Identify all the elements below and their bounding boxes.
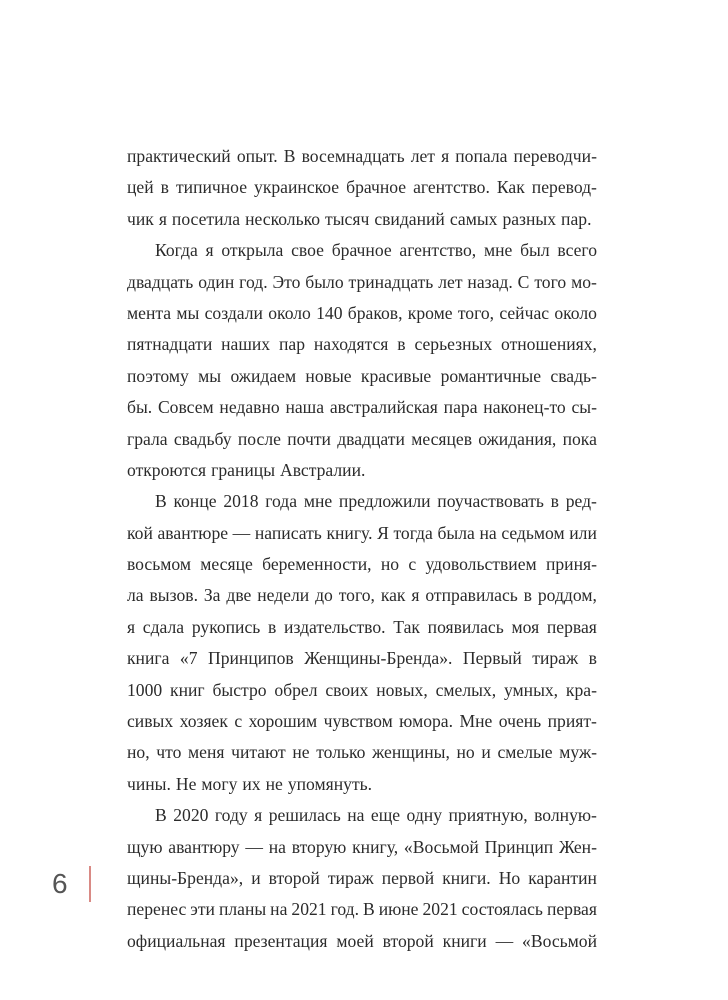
page-number-divider [89, 866, 91, 902]
text-line: Когда я открыла свое брачное агентство, мне был всего [155, 240, 597, 261]
text-line: официальная презентация моей второй книги — «Восьмой [127, 930, 597, 951]
text-line: щины-Бренда», и второй тираж первой книги. Но карантин [127, 867, 597, 888]
text-line: чины. Не могу их не упомянуть. [127, 773, 373, 794]
text-line: сивых хозяек с хорошим чувством юмора. Мне очень прият- [127, 711, 597, 732]
text-line: ла вызов. За две недели до того, как я отправилась в роддом, [127, 585, 597, 606]
body-text [127, 141, 597, 957]
text-line: но, что меня читают не только женщины, но и смелые муж- [127, 742, 597, 763]
page-number: 6 [52, 868, 68, 899]
text-line: пятнадцати наших пар находятся в серьезных отношениях, [127, 334, 597, 355]
text-line: В конце 2018 года мне предложили поучаствовать в ред- [155, 491, 597, 512]
text-line: перенес эти планы на 2021 год. В июне 2021 состоялась первая [127, 899, 597, 920]
text-line: поэтому мы ожидаем новые красивые романтичные свадь- [127, 365, 597, 386]
text-line: откроются границы Австралии. [127, 459, 366, 480]
text-line: 1000 книг быстро обрел своих новых, смелых, умных, кра- [127, 679, 597, 700]
text-line: книга «7 Принципов Женщины-Бренда». Первый тираж в [127, 648, 597, 669]
text-line: щую авантюру — на вторую книгу, «Восьмой Принцип Жен- [127, 836, 597, 857]
text-line: практический опыт. В восемнадцать лет я попала переводчи- [127, 146, 597, 166]
text-line: цей в типичное украинское брачное агентство. Как перевод- [127, 177, 597, 198]
text-line: двадцать один год. Это было тринадцать лет назад. С того мо- [127, 271, 597, 292]
text-line: В 2020 году я решилась на еще одну приятную, волную- [155, 805, 597, 826]
text-line: грала свадьбу после почти двадцати месяцев ожидания, пока [127, 428, 597, 449]
text-line: чик я посетила несколько тысяч свиданий самых разных пар. [127, 208, 592, 229]
text-line: восьмом месяце беременности, но с удовольствием приня- [127, 554, 597, 575]
text-line: бы. Совсем недавно наша австралийская пара наконец-то сы- [127, 397, 597, 418]
text-line: кой авантюре — написать книгу. Я тогда была на седьмом или [127, 522, 597, 543]
text-line: я сдала рукопись в издательство. Так появилась моя первая [127, 616, 597, 637]
text-line: мента мы создали около 140 браков, кроме того, сейчас около [127, 302, 597, 323]
